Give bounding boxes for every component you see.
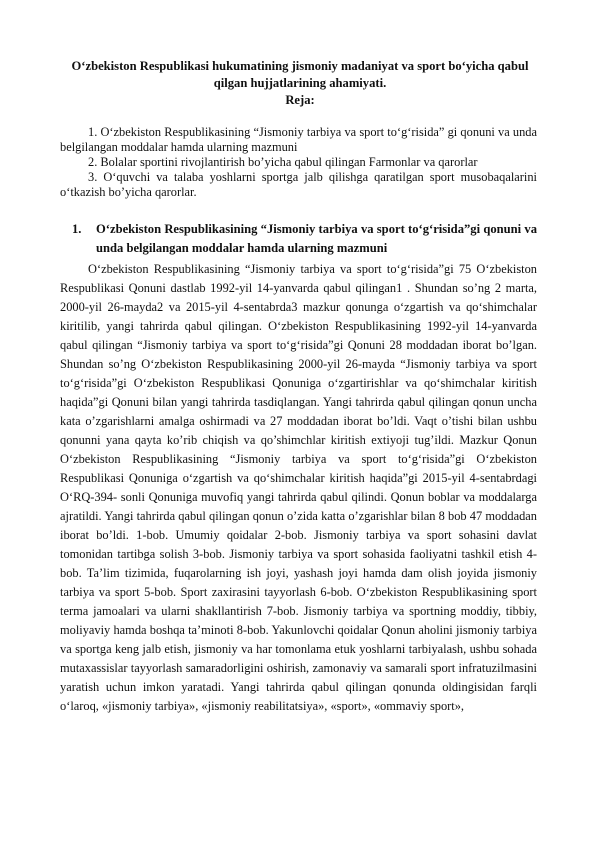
section-heading — [60, 220, 537, 258]
plan-label: Reja: — [285, 93, 315, 107]
body-text — [60, 260, 537, 716]
section-heading-text: O‘zbekiston Respublikasining “Jismoniy tarbiya va sport to‘g‘risida”gi qonuni va unda belgilangan moddalar hamda ularning mazmuni — [96, 222, 537, 255]
body-paragraph: O‘zbekiston Respublikasining “Jismoniy tarbiya va sport to‘g‘risida”gi 75 O‘zbekiston Respublikasi Qonuni dastlab 1992-yil 14-yanvarda qabul qilingan1 . Shundan so’ng 2 marta, 2000-yil 26-mayda2 va 2015-yil 4-sentabrda3 mazkur qonunga o‘zgartish va qo‘shimchalar kiritilib, yangi tahrirda qabul qilingan. O‘zbekiston Respublikasining 1992-yil 14-yanvarda qabul qilingan “Jismoniy tarbiya va sport to‘g‘risida”gi Qonuni 28 moddadan iborat bo’lgan. Shundan so’ng O‘zbekiston Respublikasining 2000-yil 26-mayda “Jismoniy tarbiya va sport to‘g‘risida”gi O‘zbekiston Respublikasi Qonuniga o‘zgartirishlar va qo‘shimchalar kiritish haqida”gi Qonuni bilan yangi tahrirda tasdiqlangan. Yangi tahrirda qabul qilingan qonun uncha kata o’zgarishlarni amalga oshirmadi va 27 moddadan iborat bo’ldi. Vaqt o’tishi bilan ushbu qonunni yana qayta ko’rib chiqish va qo’shimchlar kiritish extiyoji tug’ildi. Mazkur Qonun O‘zbekiston Respublikasining “Jismoniy tarbiya va sport to‘g‘risida”gi O‘zbekiston Respublikasi Qonuniga o‘zgartish va qo‘shimchalar kiritish haqida”gi 2015-yil 4-sentabrdagi O‘RQ-394- sonli Qonuniga muvofiq yangi tahrirda qabul qilindi. Qonun boblar va moddalarga ajratildi. Yangi tahrirda qabul qilingan qonun o’zida katta o’zgarishlar bilan 8 bob 47 moddadan iborat bo’ldi. 1-bob. Umumiy qoidalar 2-bob. Jismoniy tarbiya va sport sohasini davlat tomonidan tartibga solish 3-bob. Jismoniy tarbiya va sport sohasida faoliyatni tashkil etish 4-bob. Ta’lim tizimida, fuqarolarning ish joyi, yashash joyi hamda dam olish joyida jismoniy tarbiya va sport 5-bob. Sport zaxirasini tayyorlash 6-bob. O‘zbekiston Respublikasining sport terma jamoalari va ularni shakllantirish 7-bob. Jismoniy tarbiya va sportning moddiy, tibbiy, moliyaviy hamda boshqa ta’minoti 8-bob. Yakunlovchi qoidalar Qonun aholini jismoniy tarbiya va sportga keng jalb etish, jismoniy va har tomonlama etuk yoshlarni tarbiyalash, ushbu sohada mutaxassislar tayyorlash samaradorligini oshirish, zamonaviy va samarali sport infratuzilmasini yaratish uchun imkon yaratadi. Yangi tahrirda qabul qilingan qonunda oldingisidan farqli o‘laroq, «jismoniy tarbiya», «jismoniy reabilitatsiya», «sport», «ommaviy sport», — [60, 262, 537, 713]
plan-item: 3. O‘quvchi va talaba yoshlarni sportga jalb qilishga qaratilgan sport musobaqalarini o‘tkazish bo’yicha qarorlar. — [60, 170, 537, 199]
plan-item: 2. Bolalar sportini rivojlantirish bo’yicha qabul qilingan Farmonlar va qarorlar — [88, 155, 478, 169]
section-number: 1. — [72, 222, 82, 236]
page-title: O‘zbekiston Respublikasi hukumatining jismoniy madaniyat va sport bo‘yicha qabul qilgan hujjatlarining ahamiyati. — [71, 59, 529, 90]
plan-item: 1. O‘zbekiston Respublikasining “Jismoniy tarbiya va sport to‘g‘risida” gi qonuni va unda belgilangan moddalar hamda ularning mazmuni — [60, 125, 537, 154]
plan-list — [60, 125, 537, 200]
